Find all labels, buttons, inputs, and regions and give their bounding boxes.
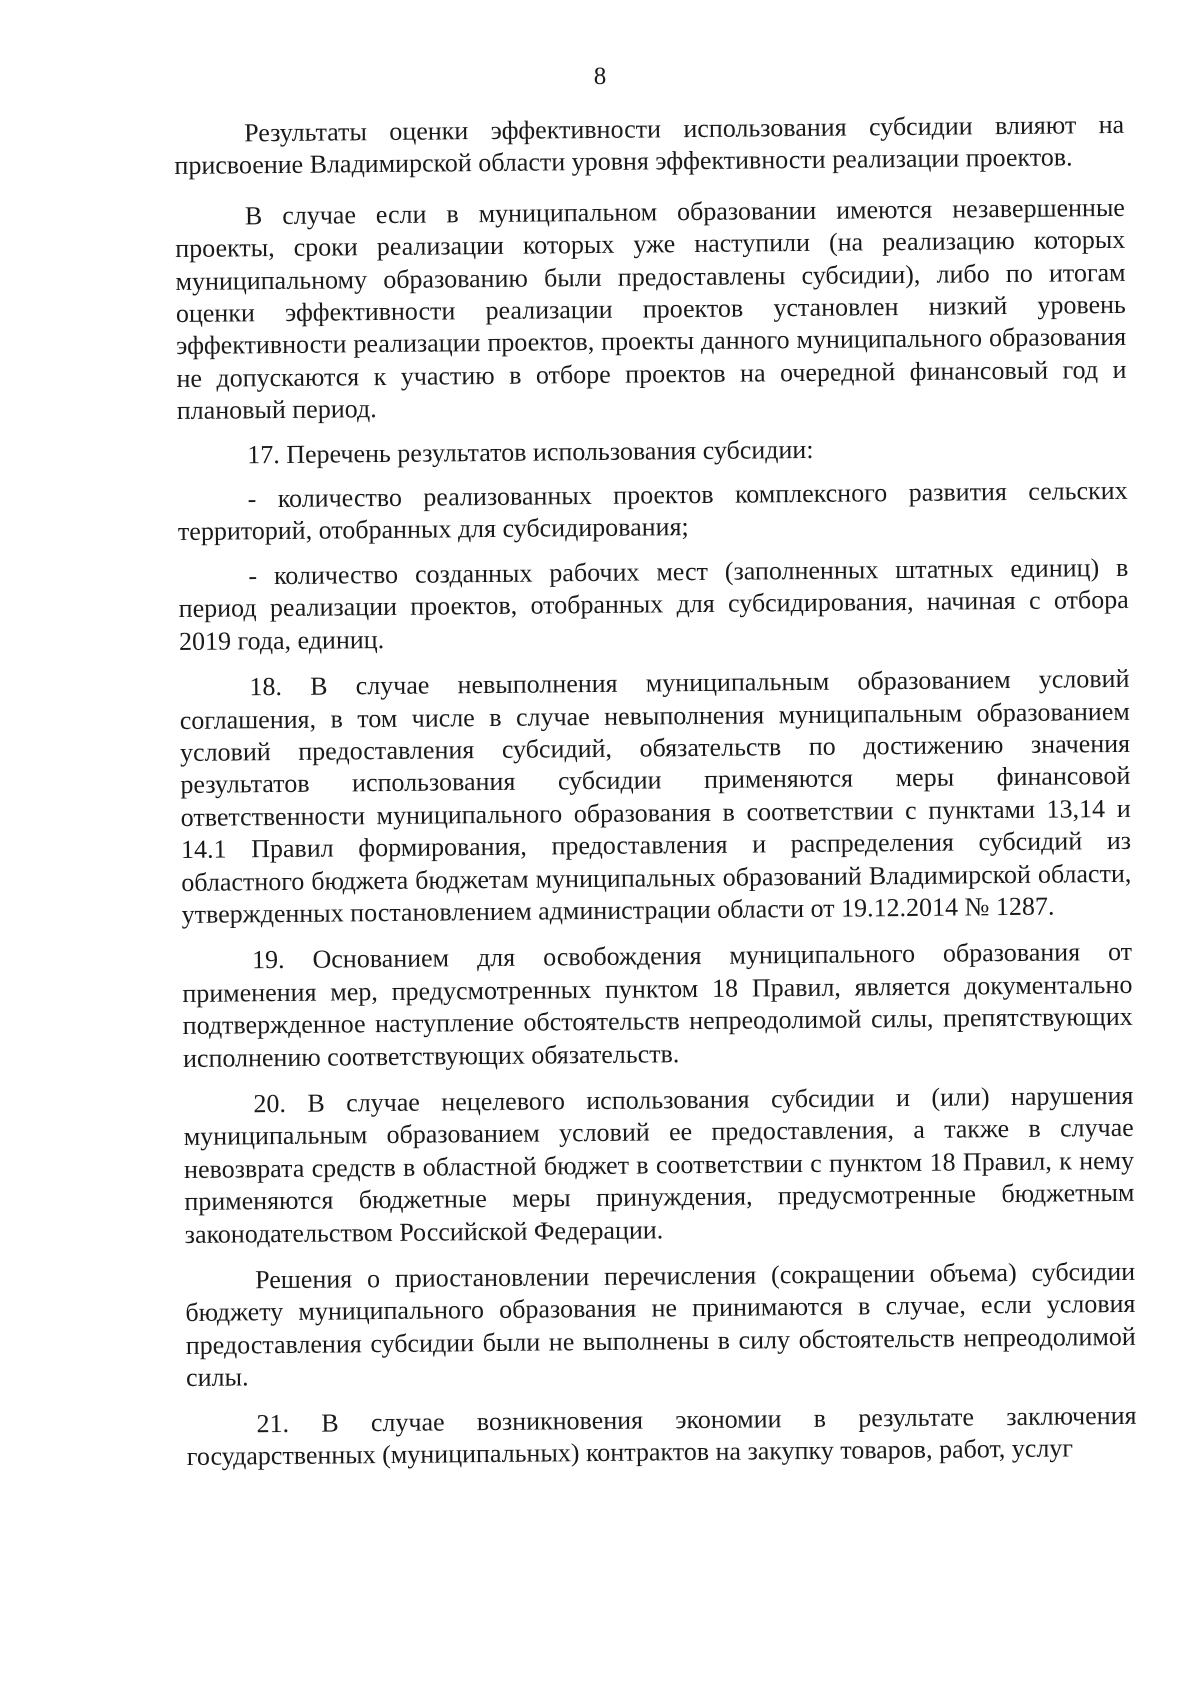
page-number: 8: [593, 63, 607, 90]
paragraph-incomplete-projects: В случае если в муниципальном образовании имеются незавершенные проекты, сроки реализации которых уже наступили (на реализацию которых муниципальному образованию были предоставлены субсидии), либо по итогам оценки эффективности реализации проектов установлен низкий уровень эффективности реализации проектов, проекты данного муниципального образования не допускаются к участию в отборе проектов на очередной финансовый год и плановый период.: [175, 192, 1127, 426]
list-item-implemented-projects: - количество реализованных проектов комплексного развития сельских территорий, отобранных для субсидирования;: [177, 475, 1128, 547]
document-body: [174, 109, 1137, 1473]
paragraph-19-force-majeure: 19. Основанием для освобождения муниципального образования от применения мер, предусмотренных пунктом 18 Правил, является документально подтвержденное наступление обстоятельств непреодолимой силы, препятствующих исполнению соответствующих обязательств.: [182, 937, 1133, 1073]
paragraph-18-non-fulfillment: 18. В случае невыполнения муниципальным образованием условий соглашения, в том числе в случае невыполнения муниципальным образованием условий предоставления субсидий, обязательств по достижению значения результатов использования субсидии применяются меры финансовой ответственности муниципального образования в соответствии с пунктами 13,14 и 14.1 Правил формирования, предоставления и распределения субсидий из областного бюджета бюджетам муниципальных образований Владимирской области, утвержденных постановлением администрации области от 19.12.2014 № 1287.: [179, 663, 1132, 929]
paragraph-suspension-decisions: Решения о приостановлении перечисления (сокращении объема) субсидии бюджету муниципального образования не принимаются в случае, если условия предоставления субсидии были не выполнены в силу обстоятельств непреодолимой силы.: [185, 1256, 1136, 1393]
paragraph-efficiency-results: Результаты оценки эффективности использования субсидии влияют на присвоение Владимирской области уровня эффективности реализации проектов.: [174, 109, 1125, 181]
paragraph-21-savings: 21. В случае возникновения экономии в результате заключения государственных (муниципальных) контрактов на закупку товаров, работ, услуг: [186, 1400, 1137, 1471]
paragraph-20-misuse: 20. В случае нецелевого использования субсидии и (или) нарушения муниципальным образованием условий ее предоставления, а также в случае невозврата средств в областной бюджет в соответствии с пунктом 18 Правил, к нему применяются бюджетные меры принуждения, предусмотренные бюджетным законодательством Российской Федерации.: [183, 1080, 1135, 1249]
paragraph-17-results-list: 17. Перечень результатов использования субсидии:: [247, 434, 814, 469]
list-item-created-jobs: - количество созданных рабочих мест (заполненных штатных единиц) в период реализации проектов, отобранных для субсидирования, начиная с отбора 2019 года, единиц.: [178, 552, 1129, 656]
